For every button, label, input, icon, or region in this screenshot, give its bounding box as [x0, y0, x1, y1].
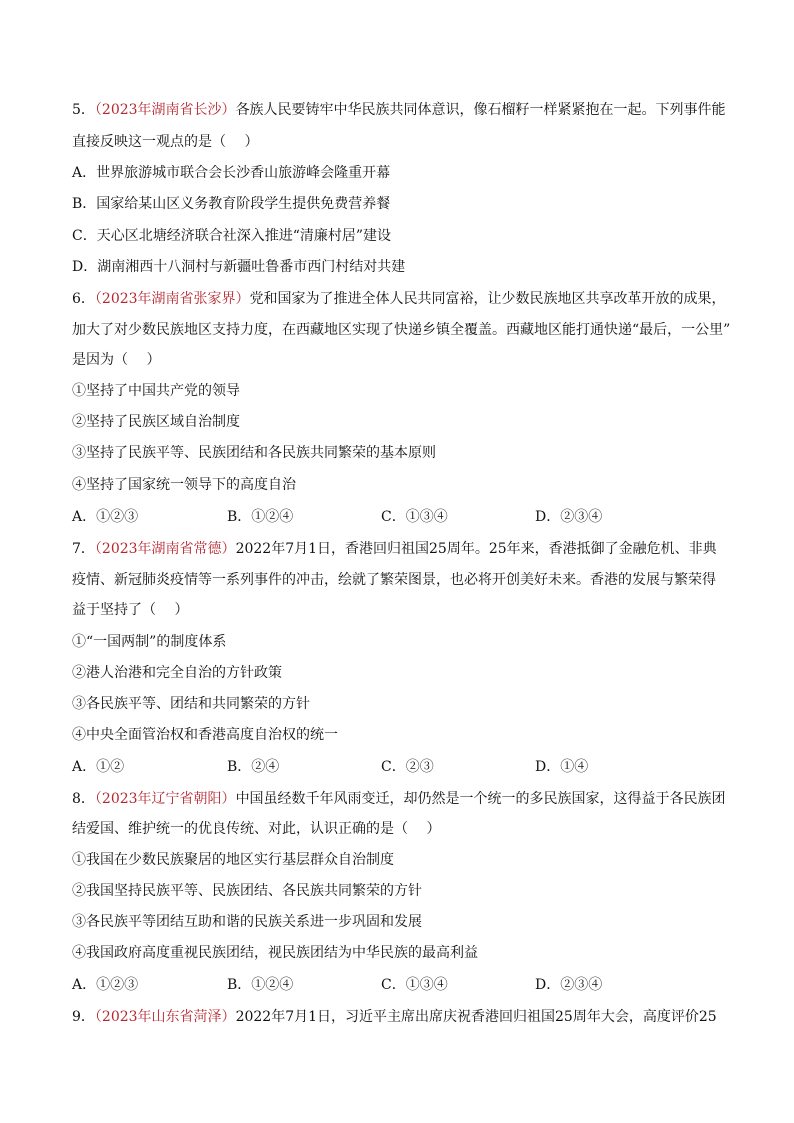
question-number: 6．	[72, 291, 95, 307]
choice-b: B．①②④	[227, 977, 294, 993]
stem-text: 党和国家为了推进全体人民共同富裕，让少数民族地区共享改革开放的成果，	[249, 291, 726, 307]
question-number: 5．	[72, 102, 95, 118]
q8-stem-line-1	[72, 789, 732, 809]
q5-option-c: C．天心区北塘经济联合社深入推进“清廉村居”建设	[72, 228, 392, 244]
question-source: （2023年湖南省常德）	[94, 541, 236, 557]
stem-text: 中国虽经数千年风雨变迁，却仍然是一个统一的多民族国家，这得益于各民族团	[235, 791, 726, 807]
stem-text: 各族人民要铸牢中华民族共同体意识，像石榴籽一样紧紧抱在一起。下列事件能	[235, 102, 726, 118]
q5-option-b: B．国家给某山区义务教育阶段学生提供免费营养餐	[72, 196, 391, 212]
q8-stem-line-2: 结爱国、维护统一的优良传统、对此，认识正确的是（ ）	[72, 821, 441, 837]
q7-choices	[72, 757, 732, 777]
question-number: 7．	[72, 541, 95, 557]
q6-stem-line-3: 是因为（ ）	[72, 352, 161, 368]
q8-item-4: ④我国政府高度重视民族团结，视民族团结为中华民族的最高利益	[72, 945, 478, 961]
choice-c: C．②③	[381, 759, 434, 775]
q7-item-1: ①“一国两制”的制度体系	[72, 634, 227, 650]
question-source: （2023年湖南省长沙）	[94, 102, 236, 118]
question-source: （2023年山东省菏泽）	[94, 1009, 236, 1025]
q7-stem-line-1	[72, 539, 732, 559]
choice-d: D．①④	[535, 759, 589, 775]
q9-stem-line-1	[72, 1007, 732, 1027]
choice-a: A．①②	[72, 759, 125, 775]
q6-item-2: ②坚持了民族区域自治制度	[72, 414, 240, 430]
q7-stem-line-3: 益于坚持了（ ）	[72, 602, 189, 618]
q8-item-1: ①我国在少数民族聚居的地区实行基层群众自治制度	[72, 852, 394, 868]
q7-stem-line-2: 疫情、新冠肺炎疫情等一系列事件的冲击，绘就了繁荣图景，也必将开创美好未来。香港的发展与繁荣得	[72, 572, 716, 588]
q6-choices	[72, 507, 732, 527]
stem-text: 2022年7月1日，香港回归祖国25周年。25年来，香港抵御了金融危机、非典	[235, 541, 717, 557]
q6-item-4: ④坚持了国家统一领导下的高度自治	[72, 477, 296, 493]
q7-item-3: ③各民族平等、团结和共同繁荣的方针	[72, 696, 310, 712]
choice-c: C．①③④	[381, 509, 448, 525]
q8-item-2: ②我国坚持民族平等、民族团结、各民族共同繁荣的方针	[72, 883, 422, 899]
q5-stem-line-2: 直接反映这一观点的是（ ）	[72, 134, 259, 150]
choice-b: B．②④	[227, 759, 280, 775]
question-source: （2023年湖南省张家界）	[94, 291, 250, 307]
question-number: 8．	[72, 791, 95, 807]
q5-option-d: D．湖南湘西十八洞村与新疆吐鲁番市西门村结对共建	[72, 259, 406, 275]
q8-item-3: ③各民族平等团结互助和谐的民族关系进一步巩固和发展	[72, 914, 422, 930]
q6-stem-line-1	[72, 289, 732, 309]
choice-b: B．①②④	[227, 509, 294, 525]
question-source: （2023年辽宁省朝阳）	[94, 791, 236, 807]
q6-stem-line-2: 加大了对少数民族地区支持力度，在西藏地区实现了快递乡镇全覆盖。西藏地区能打通快递“最后，一公里”	[72, 322, 731, 338]
q6-item-1: ①坚持了中国共产党的领导	[72, 383, 240, 399]
choice-d: D．②③④	[535, 977, 603, 993]
stem-text: 2022年7月1日，习近平主席出席庆祝香港回归祖国25周年大会，高度评价25	[235, 1009, 717, 1025]
choice-a: A．①②③	[72, 509, 139, 525]
q7-item-2: ②港人治港和完全自治的方针政策	[72, 665, 282, 681]
choice-c: C．①③④	[381, 977, 448, 993]
q8-choices	[72, 975, 732, 995]
q5-stem-line-1	[72, 100, 732, 120]
choice-d: D．②③④	[535, 509, 603, 525]
q7-item-4: ④中央全面管治权和香港高度自治权的统一	[72, 727, 338, 743]
choice-a: A．①②③	[72, 977, 139, 993]
q6-item-3: ③坚持了民族平等、民族团结和各民族共同繁荣的基本原则	[72, 445, 436, 461]
question-number: 9．	[72, 1009, 95, 1025]
q5-option-a: A．世界旅游城市联合会长沙香山旅游峰会隆重开幕	[72, 165, 391, 181]
